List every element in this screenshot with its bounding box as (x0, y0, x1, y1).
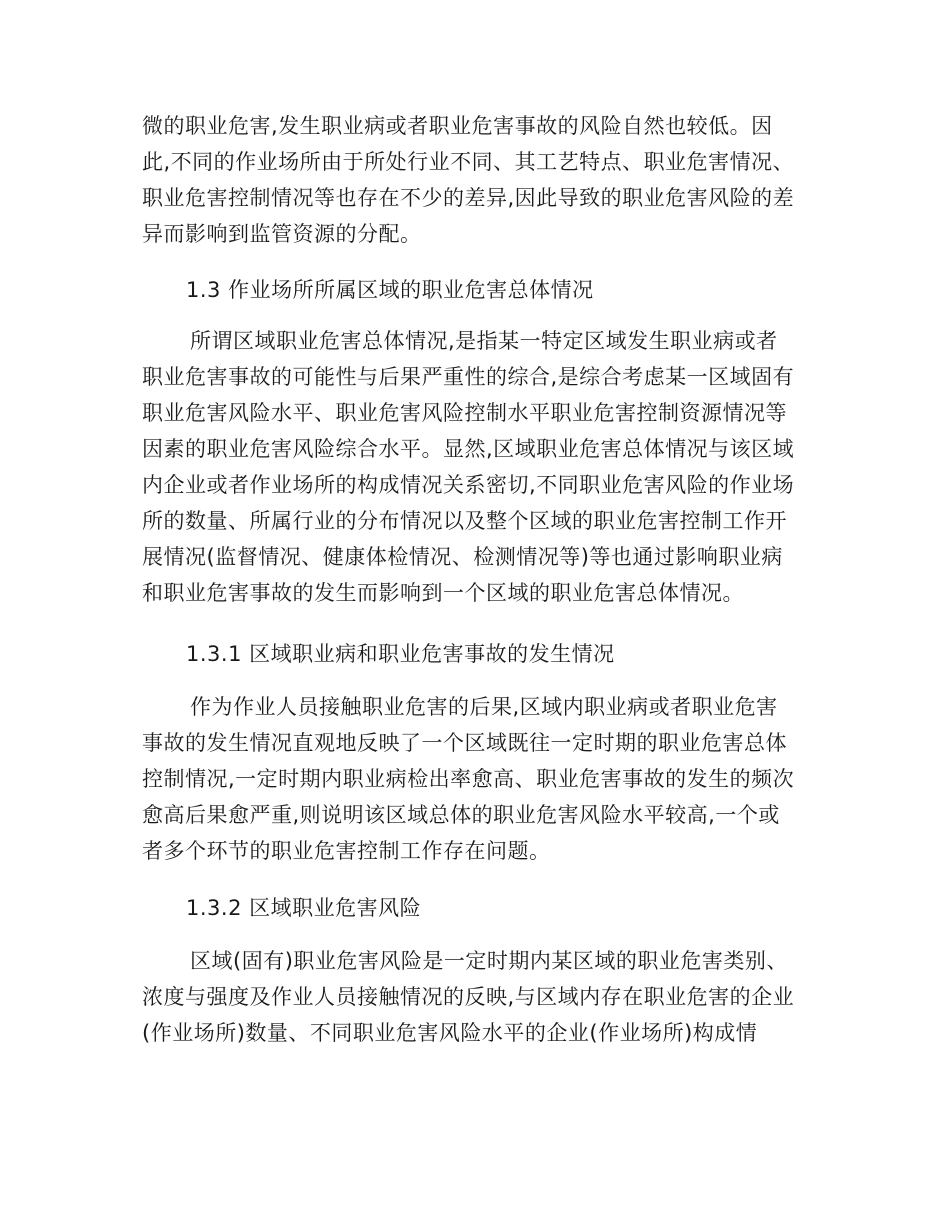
paragraph-line: 因素的职业危害风险综合水平。显然,区域职业危害总体情况与该区域 (142, 437, 795, 461)
paragraph-line: 控制情况,一定时期内职业病检出率愈高、职业危害事故的发生的频次 (142, 767, 795, 791)
section-heading-1-3-2: 1.3.2 区域职业危害风险 (186, 896, 422, 920)
paragraph-line: 职业危害风险水平、职业危害风险控制水平职业危害控制资源情况等 (142, 401, 787, 425)
section-heading-1-3: 1.3 作业场所所属区域的职业危害总体情况 (186, 278, 594, 302)
paragraph-line: 浓度与强度及作业人员接触情况的反映,与区域内存在职业危害的企业 (142, 985, 795, 1009)
paragraph-line: 愈高后果愈严重,则说明该区域总体的职业危害风险水平较高,一个或 (142, 803, 780, 827)
paragraph-line: 展情况(监督情况、健康体检情况、检测情况等)等也通过影响职业病 (142, 545, 783, 569)
paragraph-line: 内企业或者作业场所的构成情况关系密切,不同职业危害风险的作业场 (142, 473, 795, 497)
section-heading-1-3-1: 1.3.1 区域职业病和职业危害事故的发生情况 (186, 642, 615, 666)
paragraph-line: (作业场所)数量、不同职业危害风险水平的企业(作业场所)构成情 (142, 1021, 758, 1045)
paragraph-line: 事故的发生情况直观地反映了一个区域既往一定时期的职业危害总体 (142, 731, 787, 755)
paragraph-line: 所谓区域职业危害总体情况,是指某一特定区域发生职业病或者 (190, 329, 778, 353)
paragraph-1-3-2 (142, 943, 807, 1051)
paragraph-intro (142, 108, 807, 252)
paragraph-line: 此,不同的作业场所由于所处行业不同、其工艺特点、职业危害情况、 (142, 150, 795, 174)
paragraph-line: 职业危害控制情况等也存在不少的差异,因此导致的职业危害风险的差 (142, 186, 795, 210)
paragraph-line: 作为作业人员接触职业危害的后果,区域内职业病或者职业危害 (190, 695, 778, 719)
paragraph-line: 微的职业危害,发生职业病或者职业危害事故的风险自然也较低。因 (142, 114, 773, 138)
paragraph-line: 和职业危害事故的发生而影响到一个区域的职业危害总体情况。 (142, 581, 744, 605)
paragraph-line: 职业危害事故的可能性与后果严重性的综合,是综合考虑某一区域固有 (142, 365, 795, 389)
paragraph-line: 异而影响到监管资源的分配。 (142, 222, 422, 246)
paragraph-line: 者多个环节的职业危害控制工作存在问题。 (142, 839, 551, 863)
paragraph-line: 区域(固有)职业危害风险是一定时期内某区域的职业危害类别、 (190, 949, 788, 973)
paragraph-1-3-1 (142, 689, 807, 869)
paragraph-1-3 (142, 323, 807, 611)
paragraph-line: 所的数量、所属行业的分布情况以及整个区域的职业危害控制工作开 (142, 509, 787, 533)
